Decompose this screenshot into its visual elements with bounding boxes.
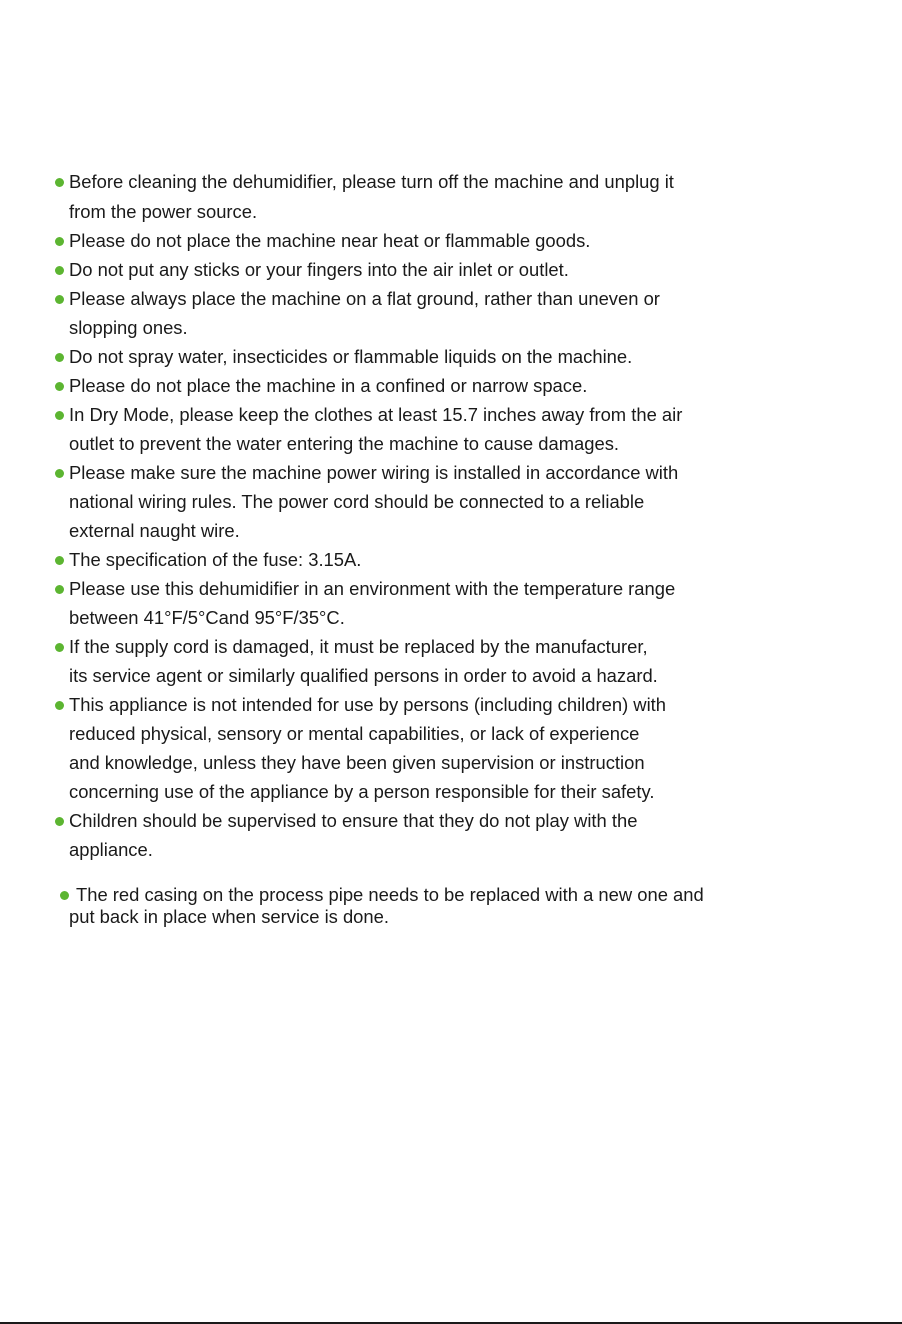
safety-note-line: Before cleaning the dehumidifier, please turn off the machine and unplug it bbox=[69, 171, 674, 192]
safety-note-line: concerning use of the appliance by a person responsible for their safety. bbox=[69, 781, 655, 802]
safety-note-line: The red casing on the process pipe needs to be replaced with a new one and bbox=[76, 884, 704, 905]
safety-note-line: reduced physical, sensory or mental capabilities, or lack of experience bbox=[69, 723, 640, 744]
safety-note-line: If the supply cord is damaged, it must be replaced by the manufacturer, bbox=[69, 636, 648, 657]
green-dot-icon bbox=[55, 469, 64, 478]
safety-note-line: and knowledge, unless they have been given supervision or instruction bbox=[69, 752, 645, 773]
green-dot-icon bbox=[55, 585, 64, 594]
safety-note-line: Please always place the machine on a flat ground, rather than uneven or bbox=[69, 288, 660, 309]
green-dot-icon bbox=[55, 178, 64, 187]
safety-note-line: its service agent or similarly qualified persons in order to avoid a hazard. bbox=[69, 665, 658, 686]
safety-note-line: put back in place when service is done. bbox=[69, 906, 389, 927]
safety-note-line: between 41°F/5°Cand 95°F/35°C. bbox=[69, 607, 345, 628]
safety-note-line: outlet to prevent the water entering the machine to cause damages. bbox=[69, 433, 620, 454]
green-dot-icon bbox=[55, 295, 64, 304]
safety-note-line: slopping ones. bbox=[69, 317, 188, 338]
green-dot-icon bbox=[55, 556, 64, 565]
safety-note-line: Children should be supervised to ensure that they do not play with the bbox=[69, 810, 638, 831]
safety-note-line: Do not spray water, insecticides or flammable liquids on the machine. bbox=[69, 346, 633, 367]
green-dot-icon bbox=[55, 817, 64, 826]
safety-note-line: external naught wire. bbox=[69, 520, 240, 541]
safety-note-line: appliance. bbox=[69, 839, 153, 860]
safety-note-line: This appliance is not intended for use by persons (including children) with bbox=[69, 694, 667, 715]
safety-note-line: Please do not place the machine near heat or flammable goods. bbox=[69, 230, 591, 251]
safety-note-line: The specification of the fuse: 3.15A. bbox=[69, 549, 362, 570]
safety-note-line: national wiring rules. The power cord should be connected to a reliable bbox=[69, 491, 645, 512]
safety-note-line: Please use this dehumidifier in an environment with the temperature range bbox=[69, 578, 676, 599]
green-dot-icon bbox=[55, 353, 64, 362]
green-dot-icon bbox=[55, 411, 64, 420]
green-dot-icon bbox=[55, 237, 64, 246]
safety-note-line: from the power source. bbox=[69, 201, 258, 222]
green-dot-icon bbox=[55, 701, 64, 710]
safety-note-line: Please do not place the machine in a confined or narrow space. bbox=[69, 375, 588, 396]
safety-note-line: Do not put any sticks or your fingers into the air inlet or outlet. bbox=[69, 259, 569, 280]
safety-note-line: Please make sure the machine power wiring is installed in accordance with bbox=[69, 462, 679, 483]
green-dot-icon bbox=[60, 891, 69, 900]
green-dot-icon bbox=[55, 643, 64, 652]
green-dot-icon bbox=[55, 382, 64, 391]
green-dot-icon bbox=[55, 266, 64, 275]
safety-note-line: In Dry Mode, please keep the clothes at least 15.7 inches away from the air bbox=[69, 404, 683, 425]
